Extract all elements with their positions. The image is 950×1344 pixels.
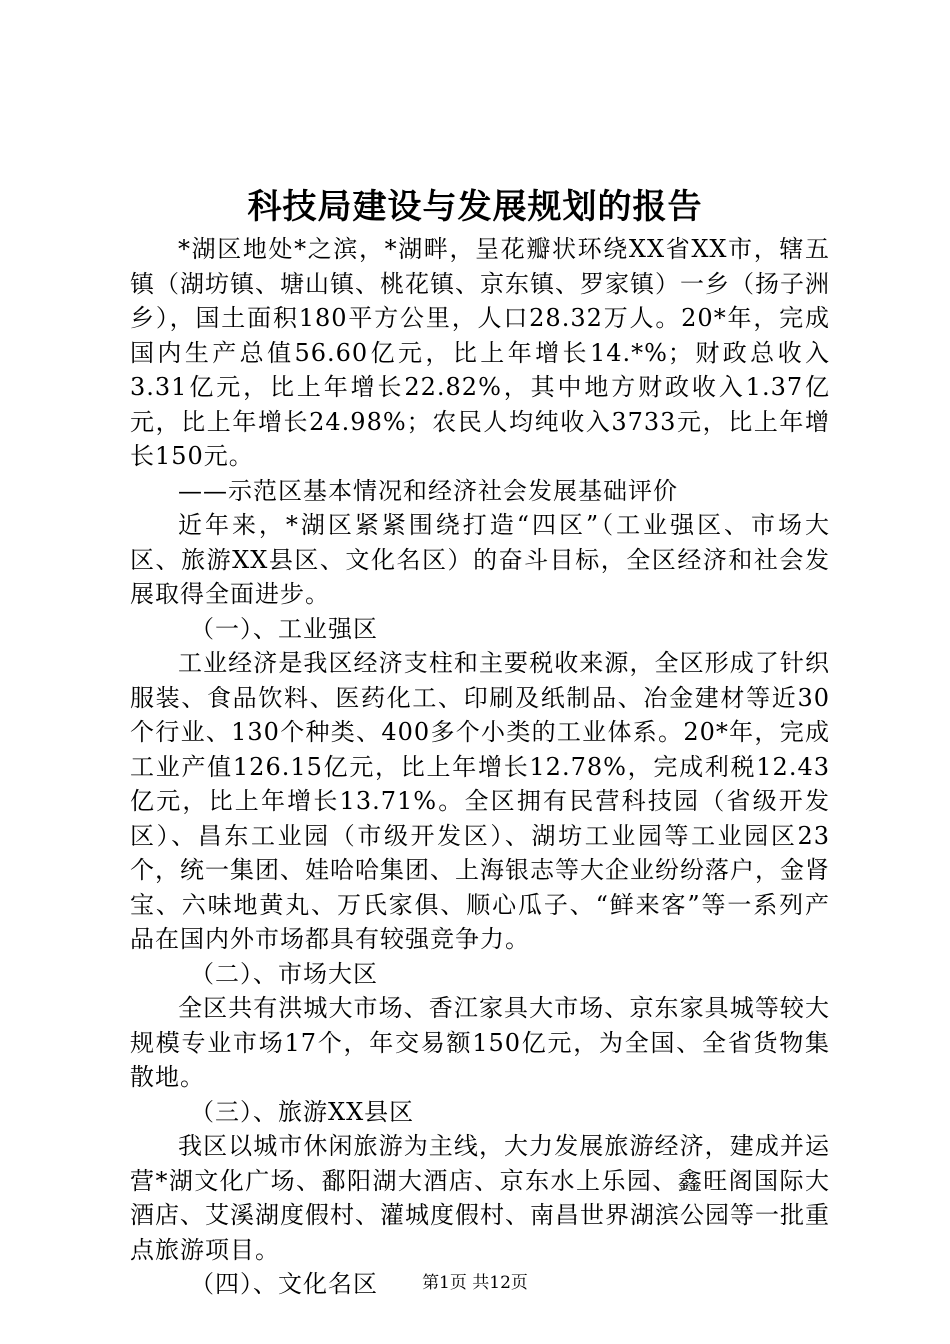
page-indicator: 第1页 共12页 <box>422 1273 528 1293</box>
paragraph-overview: 近年来，*湖区紧紧围绕打造“四区”（工业强区、市场大区、旅游XX县区、文化名区）的奋斗目标，全区经济和社会发展取得全面进步。 <box>130 511 830 608</box>
heading-tourism: （三）、旅游XX县区 <box>190 1097 415 1126</box>
paragraph-tourism: 我区以城市休闲旅游为主线，大力发展旅游经济，建成并运营*湖文化广场、鄱阳湖大酒店、京东水上乐园、鑫旺阁国际大酒店、艾溪湖度假村、灌城度假村、南昌世界湖滨公园等一批重点旅游项目。 <box>130 1132 830 1264</box>
document-body <box>130 232 830 1302</box>
heading-market: （二）、市场大区 <box>190 959 378 988</box>
heading-culture: （四）、文化名区 <box>190 1270 378 1298</box>
paragraph-industry: 工业经济是我区经济支柱和主要税收来源，全区形成了针织服装、食品饮料、医药化工、印刷及纸制品、冶金建材等近30个行业、130个种类、400多个小类的工业体系。20*年，完成工业产值126.15亿元，比上年增长12.78%，完成利税12.43亿元，比上年增长13.71%。全区拥有民营科技园（省级开发区）、昌东工业园（市级开发区）、湖坊工业园等工业园区23个，统一集团、娃哈哈集团、上海银志等大企业纷纷落户，金肾宝、六味地黄丸、万氏家俱、顺心瓜子、“鲜来客”等一系列产品在国内外市场都具有较强竞争力。 <box>130 649 830 953</box>
heading-industry: （一）、工业强区 <box>190 614 378 643</box>
paragraph-section-note: ——示范区基本情况和经济社会发展基础评价 <box>178 476 678 505</box>
paragraph-intro: *湖区地处*之滨，*湖畔，呈花瓣状环绕XX省XX市，辖五镇（湖坊镇、塘山镇、桃花镇、京东镇、罗家镇）一乡（扬子洲乡），国土面积180平方公里，人口28.32万人。20*年，完成国内生产总值56.60亿元，比上年增长14.*%；财政总收入3.31亿元，比上年增长22.82%，其中地方财政收入1.37亿元，比上年增长24.98%；农民人均纯收入3733元，比上年增长150元。 <box>130 235 830 470</box>
document-title: 科技局建设与发展规划的报告 <box>247 187 703 227</box>
paragraph-market: 全区共有洪城大市场、香江家具大市场、京东家具城等较大规模专业市场17个，年交易额150亿元，为全国、全省货物集散地。 <box>130 994 830 1091</box>
